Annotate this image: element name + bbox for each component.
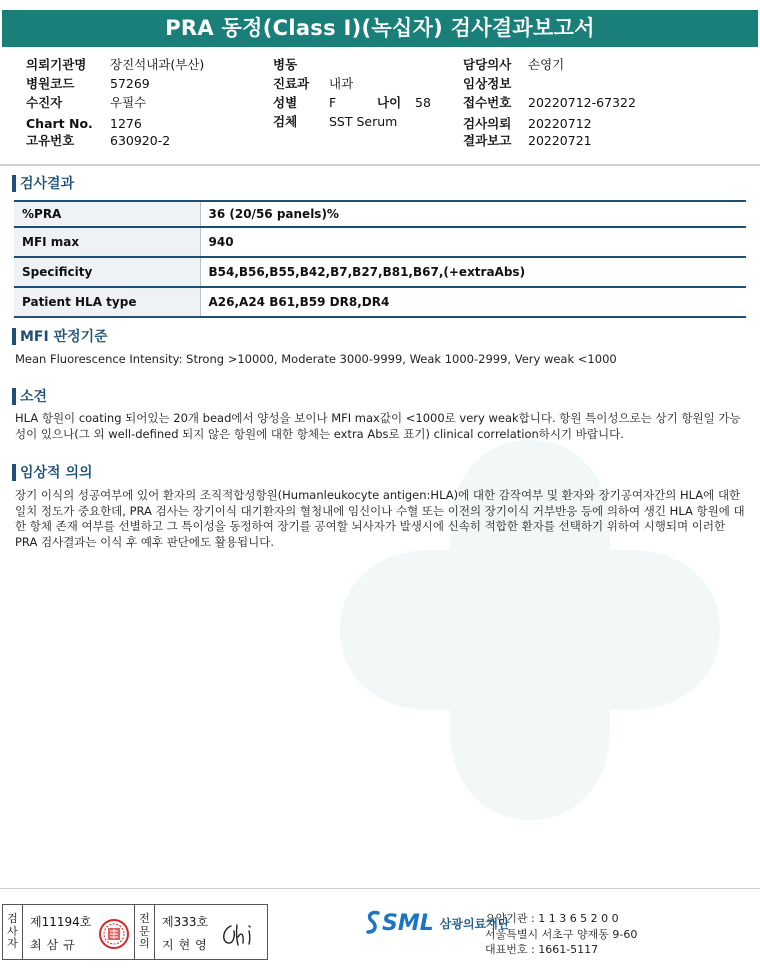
mfi-heading-text: MFI 판정기준 (20, 329, 108, 345)
result-label: Specificity (14, 257, 200, 287)
opinion-text: HLA 항원이 coating 되어있는 20개 bead에서 양성을 보이나 MFI max값이 <1000로 very weak합니다. 항원 특이성으로는 상기 항원일 가능성이 있으나(그 외 well-defined 되지 않은 항원에 대한 항체는 extra Abs로 표기) clinical correlation하시기 바랍니다. (15, 411, 741, 441)
unique-label: 고유번호 (26, 133, 75, 148)
dept-label: 진료과 (273, 76, 310, 91)
table-row (14, 257, 746, 287)
doctor-value: 손영기 (528, 57, 565, 72)
logo-text: SML (382, 910, 434, 936)
result-value: 940 (200, 227, 746, 257)
section-bar (12, 175, 16, 192)
results-heading-text: 검사결과 (20, 176, 75, 192)
hospital-value: 장진석내과(부산) (110, 57, 205, 72)
examiner-name: 최삼규 (30, 938, 80, 952)
dept-value: 내과 (329, 76, 354, 91)
result-label: Patient HLA type (14, 287, 200, 317)
sex-label: 성별 (273, 95, 298, 110)
unique-value: 630920-2 (110, 133, 171, 148)
watermark-icon (320, 420, 740, 840)
footer-divider (0, 888, 760, 889)
request-value: 20220712 (528, 116, 592, 131)
section-bar (12, 328, 16, 345)
result-label: MFI max (14, 227, 200, 257)
opinion-heading (12, 387, 47, 405)
clinical-heading (12, 463, 93, 481)
chart-value: 1276 (110, 116, 142, 131)
results-table (14, 200, 746, 318)
vertical-char: 전 (139, 912, 150, 926)
doctor-label: 담당의사 (463, 57, 512, 72)
report-title: PRA 동정(Class I)(녹십자) 검사결과보고서 (2, 10, 758, 47)
ward-label: 병동 (273, 57, 298, 72)
section-bar (12, 388, 16, 405)
vertical-char: 검 (7, 912, 18, 926)
sex-value: F (329, 95, 337, 110)
table-row (14, 227, 746, 257)
request-label: 검사의뢰 (463, 116, 512, 131)
vertical-char: 사 (7, 924, 18, 938)
table-row (14, 287, 746, 317)
specialist-license: 제333호 (162, 915, 209, 929)
specialist-cell (155, 905, 267, 959)
age-label: 나이 (377, 95, 402, 110)
examiner-vertical-label (3, 905, 23, 959)
clinical-heading-text: 임상적 의의 (20, 465, 93, 481)
results-heading (12, 174, 74, 192)
patient-info (0, 55, 760, 155)
vertical-char: 의 (139, 937, 150, 951)
red-seal-icon (98, 918, 130, 950)
examiner-license: 제11194호 (30, 915, 92, 929)
table-row (14, 201, 746, 227)
org-name: 삼광의료재단 (439, 916, 510, 931)
result-value: 36 (20/56 panels)% (200, 201, 746, 227)
result-value: B54,B56,B55,B42,B7,B27,B81,B67,(+extraAbs) (200, 257, 746, 287)
report-date-value: 20220721 (528, 133, 592, 148)
result-value: A26,A24 B61,B59 DR8,DR4 (200, 287, 746, 317)
recipient-label: 수진자 (26, 95, 63, 110)
result-label: %PRA (14, 201, 200, 227)
signature-box (2, 904, 268, 960)
clinical-significance-text: 장기 이식의 성공여부에 있어 환자의 조직적합성항원(Humanleukocyte antigen:HLA)에 대한 감작여부 및 환자와 장기공여자간의 HLA에 대한 일치 정도가 중요한데, PRA 검사는 장기이식 대기환자의 혈청내에 임신이나 수혈 또는 이전의 장기이식 거부반응 등에 의하여 생긴 HLA 항원에 대한 항체 존재 여부를 선별하고 그 특이성을 동정하여 장기를 공여할 뇌사자가 발생시에 신속히 적합한 환자를 선택하기 위하여 시행되며 이러한 PRA 검사결과는 이식 후 예후 판단에도 활용됩니다. (15, 488, 745, 549)
recipient-value: 우필수 (110, 95, 147, 110)
mfi-criteria-text: Mean Fluorescence Intensity: Strong >10000, Moderate 3000-9999, Weak 1000-2999, Very weak <1000 (15, 352, 617, 366)
examiner-cell (23, 905, 135, 959)
phone: 대표번호 : 1661-5117 (485, 943, 599, 956)
specimen-label: 검체 (273, 114, 298, 129)
report-date-label: 결과보고 (463, 133, 512, 148)
sml-logo-icon (366, 910, 380, 936)
receipt-label: 접수번호 (463, 95, 512, 110)
code-value: 57269 (110, 76, 150, 91)
vertical-char: 자 (7, 937, 18, 951)
specialist-name: 지현영 (162, 938, 212, 952)
mfi-heading (12, 327, 108, 345)
header-divider (0, 164, 760, 166)
address: 서울특별시 서초구 양재동 9-60 (485, 927, 638, 941)
hospital-label: 의뢰기관명 (26, 57, 87, 72)
care-code: 요양기관 : 1 1 3 6 5 2 0 0 (485, 912, 619, 925)
signature-scribble-icon (219, 921, 257, 949)
age-value: 58 (415, 95, 431, 110)
code-label: 병원코드 (26, 76, 75, 91)
specialist-vertical-label (135, 905, 155, 959)
vertical-char: 문 (139, 924, 150, 938)
chart-label: Chart No. (26, 116, 93, 131)
opinion-heading-text: 소견 (20, 389, 48, 405)
section-bar (12, 464, 16, 481)
specimen-value: SST Serum (329, 114, 398, 129)
clinical-info-label: 임상정보 (463, 76, 512, 91)
receipt-value: 20220712-67322 (528, 95, 636, 110)
footer-address (485, 911, 637, 958)
